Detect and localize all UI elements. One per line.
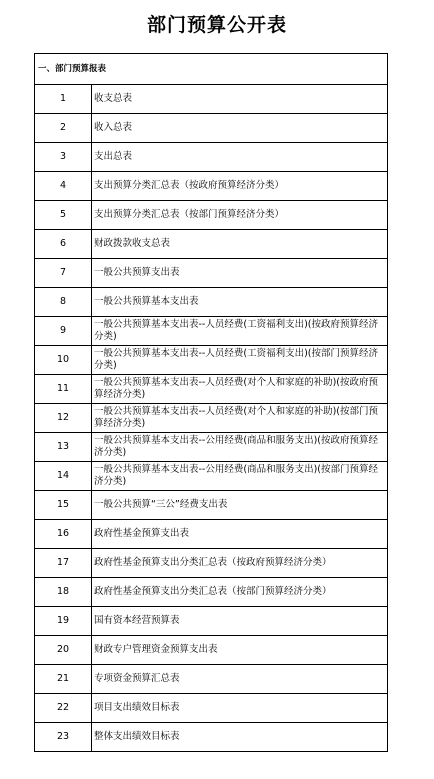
table-row[interactable] (35, 230, 388, 259)
table-row[interactable] (35, 346, 388, 375)
table-row[interactable] (35, 520, 388, 549)
row-number: 1 (35, 85, 92, 114)
table-row[interactable] (35, 607, 388, 636)
row-name[interactable]: 国有资本经营预算表 (92, 607, 388, 636)
row-number: 11 (35, 375, 92, 404)
row-number: 7 (35, 259, 92, 288)
row-name[interactable]: 政府性基金预算支出表 (92, 520, 388, 549)
row-number: 21 (35, 665, 92, 694)
row-name[interactable]: 支出预算分类汇总表（按部门预算经济分类） (92, 201, 388, 230)
table-row[interactable] (35, 114, 388, 143)
table-row[interactable] (35, 549, 388, 578)
row-name[interactable]: 整体支出绩效目标表 (92, 723, 388, 752)
row-number: 18 (35, 578, 92, 607)
row-name[interactable]: 财政专户管理资金预算支出表 (92, 636, 388, 665)
row-name[interactable]: 一般公共预算基本支出表--公用经费(商品和服务支出)(按部门预算经济分类) (92, 462, 388, 491)
table-row[interactable] (35, 404, 388, 433)
row-name[interactable]: 财政拨款收支总表 (92, 230, 388, 259)
row-name[interactable]: 一般公共预算基本支出表--人员经费(工资福利支出)(按政府预算经济分类) (92, 317, 388, 346)
table-row[interactable] (35, 288, 388, 317)
row-name[interactable]: 一般公共预算基本支出表--人员经费(对个人和家庭的补助)(按部门预算经济分类) (92, 404, 388, 433)
table-row[interactable] (35, 172, 388, 201)
section-header-row (35, 54, 388, 85)
table-row[interactable] (35, 201, 388, 230)
table-row[interactable] (35, 694, 388, 723)
row-number: 4 (35, 172, 92, 201)
budget-table-of-contents (34, 53, 388, 752)
row-number: 19 (35, 607, 92, 636)
row-name[interactable]: 一般公共预算基本支出表 (92, 288, 388, 317)
row-name[interactable]: 收支总表 (92, 85, 388, 114)
table-row[interactable] (35, 375, 388, 404)
row-number: 5 (35, 201, 92, 230)
row-number: 2 (35, 114, 92, 143)
table-row[interactable] (35, 259, 388, 288)
row-number: 8 (35, 288, 92, 317)
table-row[interactable] (35, 491, 388, 520)
row-number: 12 (35, 404, 92, 433)
row-number: 10 (35, 346, 92, 375)
row-name[interactable]: 支出总表 (92, 143, 388, 172)
row-number: 15 (35, 491, 92, 520)
table-row[interactable] (35, 143, 388, 172)
row-name[interactable]: 项目支出绩效目标表 (92, 694, 388, 723)
table-row[interactable] (35, 578, 388, 607)
row-number: 20 (35, 636, 92, 665)
row-name[interactable]: 一般公共预算支出表 (92, 259, 388, 288)
row-name[interactable]: 专项资金预算汇总表 (92, 665, 388, 694)
table-row[interactable] (35, 85, 388, 114)
row-number: 13 (35, 433, 92, 462)
row-name[interactable]: 政府性基金预算支出分类汇总表（按部门预算经济分类） (92, 578, 388, 607)
row-name[interactable]: 一般公共预算“三公”经费支出表 (92, 491, 388, 520)
row-name[interactable]: 支出预算分类汇总表（按政府预算经济分类） (92, 172, 388, 201)
row-number: 9 (35, 317, 92, 346)
row-name[interactable]: 一般公共预算基本支出表--人员经费(工资福利支出)(按部门预算经济分类) (92, 346, 388, 375)
section-title: 一、部门预算报表 (35, 54, 388, 85)
table-row[interactable] (35, 317, 388, 346)
row-number: 23 (35, 723, 92, 752)
row-number: 6 (35, 230, 92, 259)
row-number: 16 (35, 520, 92, 549)
table-row[interactable] (35, 665, 388, 694)
page-title: 部门预算公开表 (146, 14, 287, 36)
table-row[interactable] (35, 433, 388, 462)
row-number: 22 (35, 694, 92, 723)
row-name[interactable]: 政府性基金预算支出分类汇总表（按政府预算经济分类） (92, 549, 388, 578)
row-number: 14 (35, 462, 92, 491)
row-name[interactable]: 一般公共预算基本支出表--人员经费(对个人和家庭的补助)(按政府预算经济分类) (92, 375, 388, 404)
table-row[interactable] (35, 636, 388, 665)
table-row[interactable] (35, 723, 388, 752)
table-row[interactable] (35, 462, 388, 491)
row-number: 17 (35, 549, 92, 578)
row-name[interactable]: 收入总表 (92, 114, 388, 143)
row-name[interactable]: 一般公共预算基本支出表--公用经费(商品和服务支出)(按政府预算经济分类) (92, 433, 388, 462)
row-number: 3 (35, 143, 92, 172)
